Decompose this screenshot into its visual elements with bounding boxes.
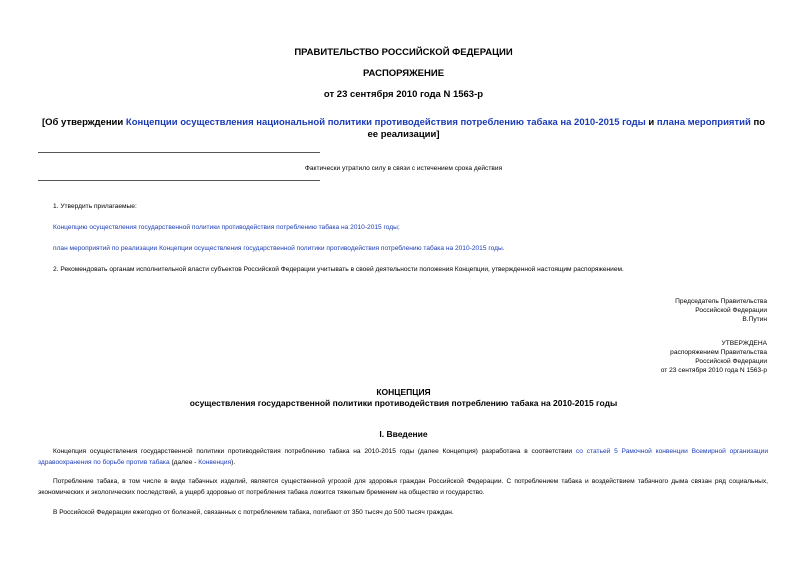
approval-label: УТВЕРЖДЕНА [721,340,767,347]
convention-link[interactable]: Конвенция [198,458,232,466]
concept-title: КОНЦЕПЦИЯ [376,387,431,397]
divider-top [38,152,320,153]
paragraph-3: В Российской Федерации ежегодно от болезней, связанных с потреблением табака, погибают от 350 тысяч до 500 тысяч граждан. [53,509,454,516]
date-number-heading: от 23 сентября 2010 года N 1563-р [323,89,484,100]
p1-mid: (далее - [169,458,199,466]
signature-country: Российской Федерации [695,307,767,314]
concept-document-link[interactable]: Концепцию осуществления государственной политики противодействия потреблению табака на 2010-2015 годы; [53,224,400,231]
title-concept-link[interactable]: Концепции осуществления национальной политики противодействия потреблению табака на 2010-2015 годы [125,117,646,128]
approval-block [661,339,767,375]
item-1: 1. Утвердить прилагаемые: [53,203,137,210]
title-mid: и [645,117,657,128]
title-suffix: по ее реализации] [367,117,765,140]
document-title [40,117,767,141]
section-introduction-heading: I. Введение [379,429,428,439]
approval-date: от 23 сентября 2010 года N 1563-р [660,367,767,374]
signature-block [675,297,767,324]
approval-country: Российской Федерации [695,358,767,365]
status-note: Фактически утратило силу в связи с истечением срока действия [304,165,503,172]
divider-bottom [38,180,320,181]
p1-text: Концепция осуществления государственной политики противодействия потреблению табака на 2010-2015 годы (далее Концепция) разработана в соответствии [53,448,576,455]
paragraph-1 [38,447,768,468]
title-plan-link[interactable]: плана мероприятий [656,117,751,128]
item-2: 2. Рекомендовать органам исполнительной власти субъектов Российской Федерации учитывать в своей деятельности положения Концепции, утвержденной настоящим распоряжением. [53,266,624,273]
title-prefix: [Об утверждении [41,117,126,128]
p1-end: ). [231,458,236,466]
document-type-heading: РАСПОРЯЖЕНИЕ [362,68,445,79]
paragraph-2: Потребление табака, в том числе в виде табачных изделий, является существенной угрозой для здоровья граждан Российской Федерации. С потреблением табака и воздействием табачного дыма связан ряд социальных, экономических и экологических последствий, а ущерб здоровью от потребления табака ложится тяжелым бременем на общество и государство. [38,478,768,496]
convention-article-link[interactable]: со статьей 5 Рамочной конвенции Всемирной организации здравоохранения по борьбе против табака [38,448,769,466]
signature-title: Председатель Правительства [675,298,767,305]
approval-by: распоряжением Правительства [670,349,767,356]
government-heading: ПРАВИТЕЛЬСТВО РОССИЙСКОЙ ФЕДЕРАЦИИ [294,47,513,58]
plan-document-link[interactable]: план мероприятий по реализации Концепции осуществления государственной политики противодействия потреблению табака на 2010-2015 годы. [53,245,505,252]
concept-subtitle: осуществления государственной политики противодействия потреблению табака на 2010-2015 годы [189,398,618,408]
signature-name: В.Путин [742,316,767,323]
